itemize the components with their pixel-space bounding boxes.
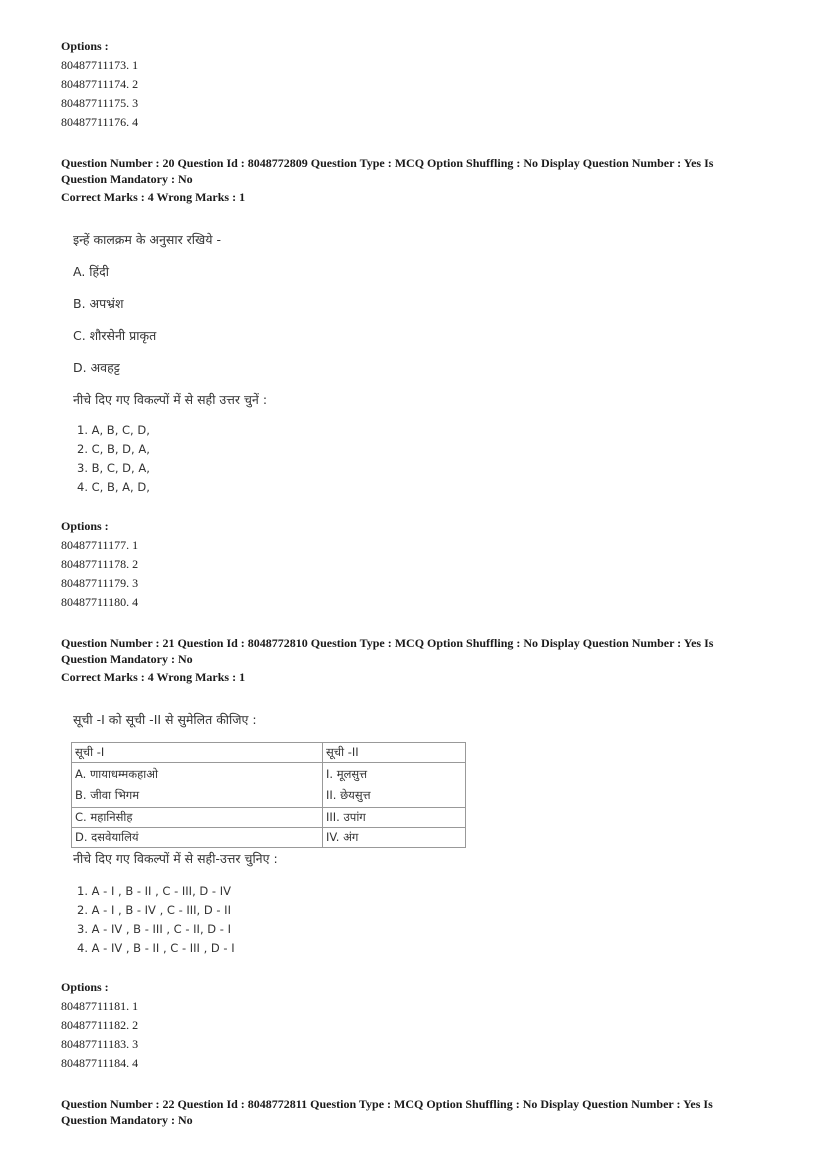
table-cell: II. छेयसुत्त	[326, 788, 371, 802]
choice-item: 3. B, C, D, A,	[77, 461, 150, 475]
q21-instruction: नीचे दिए गए विकल्पों में से सही-उत्तर चुनिए :	[73, 851, 278, 866]
table-cell: III. उपांग	[323, 808, 466, 828]
options-label: Options :	[61, 519, 109, 533]
question-header-line: Question Number : 20 Question Id : 8048772809 Question Type : MCQ Option Shuffling : No Display Question Number : Yes Is	[61, 156, 714, 170]
q20-options-block	[61, 518, 761, 612]
choice-item: 2. C, B, D, A,	[77, 442, 150, 456]
choice-item: 4. A - IV , B - II , C - III , D - I	[77, 941, 235, 955]
option-item: 80487711184. 4	[61, 1056, 139, 1070]
question-header-line: Question Mandatory : No	[61, 652, 193, 666]
q20-choices	[77, 421, 150, 497]
table-header-row	[72, 743, 466, 763]
table-cell: I. मूलसुत्त	[326, 767, 368, 781]
question-header-line: Question Mandatory : No	[61, 1113, 193, 1127]
table-row	[72, 828, 466, 848]
table-cell: IV. अंग	[323, 828, 466, 848]
choice-item: 3. A - IV , B - III , C - II, D - I	[77, 922, 231, 936]
question-header-line: Question Number : 22 Question Id : 8048772811 Question Type : MCQ Option Shuffling : No Display Question Number : Yes Is	[61, 1097, 713, 1111]
choice-item: 2. A - I , B - IV , C - III, D - II	[77, 903, 231, 917]
option-item: 80487711178. 2	[61, 557, 139, 571]
question-marks: Correct Marks : 4 Wrong Marks : 1	[61, 190, 246, 204]
q21-match-table	[71, 742, 466, 848]
question-marks: Correct Marks : 4 Wrong Marks : 1	[61, 670, 246, 684]
option-item: 80487711173. 1	[61, 58, 139, 72]
q20-item-c: C. शौरसेनी प्राकृत	[73, 328, 157, 343]
q20-item-d: D. अवहट्ट	[73, 360, 120, 375]
option-item: 80487711177. 1	[61, 538, 139, 552]
table-cell: D. दसवेयालियं	[72, 828, 323, 848]
table-row	[72, 763, 466, 808]
q20-header	[61, 155, 761, 205]
q20-instruction: नीचे दिए गए विकल्पों में से सही उत्तर चुनें :	[73, 392, 268, 407]
option-item: 80487711179. 3	[61, 576, 139, 590]
option-item: 80487711176. 4	[61, 115, 139, 129]
prev-options-block	[61, 38, 761, 132]
q21-prompt: सूची -I को सूची -II से सुमेलित कीजिए :	[73, 712, 257, 727]
option-item: 80487711174. 2	[61, 77, 139, 91]
table-header-cell: सूची -I	[72, 743, 323, 763]
question-header-line: Question Mandatory : No	[61, 172, 193, 186]
table-cell: A. णायाधम्मकहाओ	[75, 767, 158, 781]
option-item: 80487711182. 2	[61, 1018, 139, 1032]
option-item: 80487711180. 4	[61, 595, 139, 609]
options-label: Options :	[61, 39, 109, 53]
choice-item: 4. C, B, A, D,	[77, 480, 150, 494]
choice-item: 1. A - I , B - II , C - III, D - IV	[77, 884, 231, 898]
option-item: 80487711183. 3	[61, 1037, 139, 1051]
q20-item-a: A. हिंदी	[73, 264, 110, 279]
question-header-line: Question Number : 21 Question Id : 8048772810 Question Type : MCQ Option Shuffling : No Display Question Number : Yes Is	[61, 636, 714, 650]
choice-item: 1. A, B, C, D,	[77, 423, 150, 437]
options-label: Options :	[61, 980, 109, 994]
q21-options-block	[61, 979, 761, 1073]
q20-prompt: इन्हें कालक्रम के अनुसार रखिये -	[73, 232, 221, 247]
q21-choices	[77, 882, 235, 958]
option-item: 80487711181. 1	[61, 999, 139, 1013]
table-header-cell: सूची -II	[323, 743, 466, 763]
table-cell: C. महानिसीह	[72, 808, 323, 828]
q20-item-b: B. अपभ्रंश	[73, 296, 124, 311]
table-row	[72, 808, 466, 828]
table-cell: B. जीवा भिगम	[75, 788, 140, 802]
q21-header	[61, 635, 761, 685]
option-item: 80487711175. 3	[61, 96, 139, 110]
q22-header	[61, 1096, 761, 1128]
